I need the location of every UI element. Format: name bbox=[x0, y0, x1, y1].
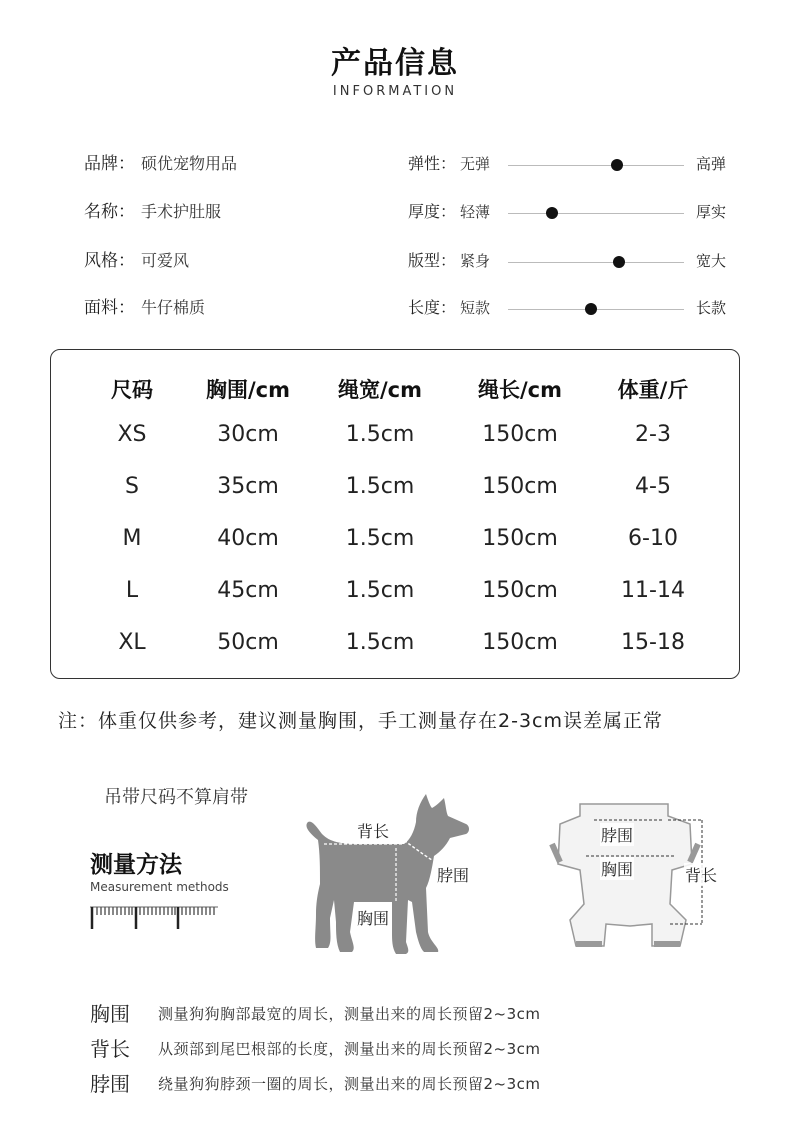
dog-neck-label: 脖围 bbox=[436, 863, 470, 886]
table-cell: 2-3 bbox=[635, 422, 671, 447]
table-cell: 150cm bbox=[482, 526, 558, 551]
dog-chest-label: 胸围 bbox=[356, 906, 390, 929]
slider-start: 轻薄 bbox=[460, 203, 491, 221]
slider-label: 版型： bbox=[408, 251, 457, 270]
table-header: 体重/斤 bbox=[617, 378, 689, 402]
slider-thickness-label bbox=[408, 200, 490, 224]
method-title: 测量方法 bbox=[90, 852, 182, 878]
info-name bbox=[84, 200, 221, 224]
ruler-icon bbox=[90, 903, 220, 929]
definition-term: 背长 bbox=[90, 1037, 130, 1061]
table-cell: 1.5cm bbox=[345, 578, 415, 603]
table-cell: L bbox=[125, 578, 139, 603]
table-cell: 1.5cm bbox=[345, 630, 415, 655]
table-cell: 50cm bbox=[217, 630, 279, 655]
table-cell: 1.5cm bbox=[345, 526, 415, 551]
slider-elasticity-track bbox=[508, 165, 684, 166]
table-header: 胸围/cm bbox=[206, 378, 290, 402]
slider-label: 弹性： bbox=[408, 154, 457, 173]
table-cell: M bbox=[122, 526, 142, 551]
slider-end: 长款 bbox=[696, 299, 727, 317]
table-cell: 150cm bbox=[482, 474, 558, 499]
slider-thickness-track bbox=[508, 213, 684, 214]
table-cell: 150cm bbox=[482, 630, 558, 655]
slider-thickness-dot bbox=[546, 207, 558, 219]
info-label: 名称： bbox=[84, 202, 135, 222]
table-cell: 150cm bbox=[482, 578, 558, 603]
size-table bbox=[50, 349, 740, 679]
table-cell: 4-5 bbox=[635, 474, 671, 499]
slider-label: 长度： bbox=[408, 298, 457, 317]
info-label: 品牌： bbox=[84, 154, 135, 174]
method-subtitle: Measurement methods bbox=[90, 880, 229, 894]
garment-neck-label: 脖围 bbox=[600, 823, 634, 846]
table-header: 绳长/cm bbox=[478, 378, 562, 402]
page-subtitle: INFORMATION bbox=[332, 84, 458, 99]
slider-start: 短款 bbox=[460, 299, 491, 317]
slider-elasticity-dot bbox=[611, 159, 623, 171]
definition-term: 脖围 bbox=[90, 1072, 130, 1096]
dog-back-label: 背长 bbox=[356, 819, 390, 842]
slider-start: 紧身 bbox=[460, 252, 491, 270]
table-cell: 15-18 bbox=[621, 630, 685, 655]
table-cell: XL bbox=[118, 630, 146, 655]
table-cell: 45cm bbox=[217, 578, 279, 603]
info-label: 面料： bbox=[84, 298, 135, 318]
slider-end: 宽大 bbox=[696, 252, 727, 270]
info-value: 手术护肚服 bbox=[141, 202, 222, 221]
info-label: 风格： bbox=[84, 251, 135, 271]
slider-fit-dot bbox=[613, 256, 625, 268]
slider-label: 厚度： bbox=[408, 202, 457, 221]
garment-chest-label: 胸围 bbox=[600, 857, 634, 880]
table-cell: 30cm bbox=[217, 422, 279, 447]
table-header: 尺码 bbox=[111, 378, 153, 402]
definition-text: 绕量狗狗脖颈一圈的周长，测量出来的周长预留2~3cm bbox=[158, 1075, 541, 1093]
page-title: 产品信息 bbox=[331, 46, 459, 81]
slider-length-dot bbox=[585, 303, 597, 315]
strap-note: 吊带尺码不算肩带 bbox=[104, 787, 248, 808]
table-cell: 150cm bbox=[482, 422, 558, 447]
info-value: 硕优宠物用品 bbox=[141, 154, 238, 173]
info-value: 牛仔棉质 bbox=[141, 298, 206, 317]
table-cell: 40cm bbox=[217, 526, 279, 551]
definition-term: 胸围 bbox=[90, 1002, 130, 1026]
info-style bbox=[84, 249, 189, 273]
garment-back-label: 背长 bbox=[684, 863, 718, 886]
table-cell: 1.5cm bbox=[345, 422, 415, 447]
slider-start: 无弹 bbox=[460, 155, 491, 173]
slider-end: 厚实 bbox=[696, 203, 727, 221]
table-cell: 11-14 bbox=[621, 578, 685, 603]
info-value: 可爱风 bbox=[141, 251, 190, 270]
table-cell: 6-10 bbox=[628, 526, 678, 551]
slider-length-label bbox=[408, 296, 490, 320]
table-header: 绳宽/cm bbox=[338, 378, 422, 402]
slider-fit-track bbox=[508, 262, 684, 263]
table-cell: S bbox=[125, 474, 139, 499]
slider-elasticity-label bbox=[408, 152, 490, 176]
weight-note: 注：体重仅供参考，建议测量胸围，手工测量存在2-3cm误差属正常 bbox=[58, 710, 663, 732]
info-brand bbox=[84, 152, 237, 176]
slider-end: 高弹 bbox=[696, 155, 727, 173]
table-cell: 1.5cm bbox=[345, 474, 415, 499]
table-cell: 35cm bbox=[217, 474, 279, 499]
slider-fit-label bbox=[408, 249, 490, 273]
table-cell: XS bbox=[117, 422, 147, 447]
definition-text: 从颈部到尾巴根部的长度，测量出来的周长预留2~3cm bbox=[158, 1040, 541, 1058]
info-fabric bbox=[84, 296, 205, 320]
definition-text: 测量狗狗胸部最宽的周长，测量出来的周长预留2~3cm bbox=[158, 1005, 541, 1023]
